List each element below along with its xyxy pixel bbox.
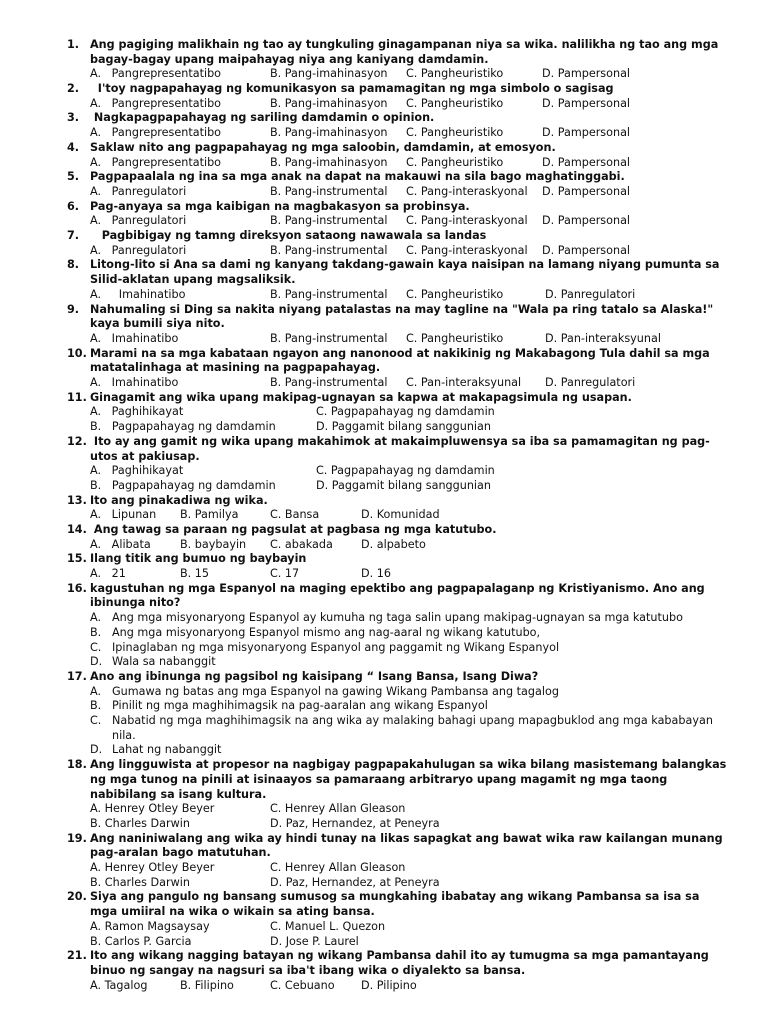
- answer-choice[interactable]: A. Pangrepresentatibo: [90, 67, 222, 81]
- question-19: [0, 832, 768, 891]
- answer-choices: [0, 214, 768, 229]
- answer-choice[interactable]: C. Pang-interaskyonal: [406, 184, 528, 198]
- question-number: 12.: [67, 434, 87, 448]
- answer-choice[interactable]: D. alpabeto: [361, 537, 426, 551]
- answer-choice[interactable]: [0, 714, 768, 743]
- question-prompt: Ang lingguwista at propesor na nagbigay pagpapakahulugan sa wika bilang masistemang balangkas ng mga tunog na pinili at isinaayos sa pamaraang arbitraryo upang magamit ng mga taong nabibilang sa isang kultura.: [90, 758, 731, 801]
- answer-choice[interactable]: B. Pagpapahayag ng damdamin: [90, 478, 276, 492]
- answer-choices: [0, 479, 768, 494]
- answer-choice[interactable]: A. Paghihikayat: [90, 405, 184, 419]
- question-prompt: Ano ang ibinunga ng pagsibol ng kaisipang “ Isang Bansa, Isang Diwa?: [90, 669, 539, 683]
- answer-choices: [0, 156, 768, 171]
- answer-choice[interactable]: D. Pampersonal: [542, 67, 631, 81]
- answer-choice[interactable]: A. Panregulatori: [90, 184, 187, 198]
- choice-letter: B.: [90, 699, 102, 713]
- answer-choice[interactable]: C. Pan-interaksyunal: [406, 376, 522, 390]
- answer-choice[interactable]: D. Pampersonal: [542, 155, 631, 169]
- answer-choice[interactable]: A. Tagalog: [90, 978, 148, 992]
- answer-choice[interactable]: A. Imahinatibo: [90, 287, 186, 301]
- question-15: [0, 552, 768, 581]
- answer-choice[interactable]: A. Pangrepresentatibo: [90, 126, 222, 140]
- question-text: [0, 229, 768, 244]
- answer-choice[interactable]: D. Jose P. Laurel: [270, 934, 359, 948]
- answer-choice[interactable]: C. Pangheuristiko: [406, 96, 504, 110]
- question-text: [0, 258, 768, 287]
- answer-choice[interactable]: C. Pang-interaskyonal: [406, 243, 528, 257]
- answer-choice[interactable]: B. baybayin: [180, 537, 247, 551]
- answer-choice[interactable]: B. Pang-imahinasyon: [270, 67, 388, 81]
- answer-choice[interactable]: B. Pamilya: [180, 508, 239, 522]
- question-prompt: Litong-lito si Ana sa dami ng kanyang takdang-gawain kaya naisipan na lamang niyang pumunta sa Silid-aklatan upang magsaliksik.: [90, 258, 724, 287]
- answer-choice[interactable]: B. Carlos P. Garcia: [90, 934, 192, 948]
- answer-choices: [0, 126, 768, 141]
- question-17: [0, 670, 768, 758]
- choice-text: Ipinaglaban ng mga misyonaryong Espanyol ang paggamit ng Wikang Espanyol: [112, 640, 560, 654]
- question-prompt: Ito ang pinakadiwa ng wika.: [90, 493, 268, 507]
- answer-choice[interactable]: C. 17: [270, 567, 300, 581]
- answer-choice[interactable]: B. Charles Darwin: [90, 875, 190, 889]
- answer-choice[interactable]: C. Pagpapahayag ng damdamin: [316, 405, 495, 419]
- answer-choice[interactable]: A. Imahinatibo: [90, 376, 179, 390]
- question-5: [0, 170, 768, 199]
- answer-choice[interactable]: A. Alibata: [90, 537, 151, 551]
- question-text: [0, 82, 768, 97]
- question-13: [0, 494, 768, 523]
- question-prompt: Nahumaling si Ding sa nakita niyang patalastas na may tagline na "Wala pa ring tatalo sa Alaska!" kaya bumili siya nito.: [90, 302, 718, 331]
- question-text: [0, 200, 768, 215]
- question-number: 20.: [67, 890, 87, 904]
- question-prompt: Ilang titik ang bumuo ng baybayin: [90, 552, 307, 566]
- answer-choice[interactable]: A. Pangrepresentatibo: [90, 155, 222, 169]
- question-10: [0, 347, 768, 391]
- question-20: [0, 890, 768, 949]
- choice-text: Ang mga misyonaryong Espanyol ay kumuha ng taga salin upang makipag-ugnayan sa mga katutubo: [112, 611, 683, 625]
- answer-choices: [0, 288, 768, 303]
- question-number: 4.: [67, 140, 80, 154]
- answer-choice[interactable]: D. Paz, Hernandez, at Peneyra: [270, 875, 440, 889]
- question-number: 11.: [67, 390, 87, 404]
- question-7: [0, 229, 768, 258]
- choice-letter: C.: [90, 714, 102, 728]
- answer-choice[interactable]: B. Pang-instrumental: [270, 287, 388, 301]
- question-text: [0, 391, 768, 406]
- answer-choice[interactable]: A. Panregulatori: [90, 243, 187, 257]
- choice-letter: A.: [90, 611, 102, 625]
- answer-choice[interactable]: B. Pang-imahinasyon: [270, 155, 388, 169]
- answer-choices: [0, 97, 768, 112]
- question-number: 1.: [67, 38, 80, 51]
- answer-choices: [0, 979, 768, 994]
- question-number: 3.: [67, 111, 80, 125]
- answer-choice[interactable]: D. Pampersonal: [542, 184, 631, 198]
- answer-choice[interactable]: B. Pang-instrumental: [270, 376, 388, 390]
- question-text: [0, 141, 768, 156]
- answer-choices: [0, 508, 768, 523]
- question-text: [0, 523, 768, 538]
- answer-choice[interactable]: A. 21: [90, 567, 126, 581]
- answer-choice[interactable]: D. Pilipino: [361, 978, 417, 992]
- answer-choice[interactable]: B. Pang-instrumental: [270, 331, 388, 345]
- question-number: 19.: [67, 831, 87, 845]
- answer-choice[interactable]: C. Pangheuristiko: [406, 126, 504, 140]
- answer-choice[interactable]: B. Pang-instrumental: [270, 214, 388, 228]
- question-11: [0, 391, 768, 435]
- answer-choices: [0, 376, 768, 391]
- question-prompt: Siya ang pangulo ng bansang sumusog sa mungkahing ibabatay ang wikang Pambansa sa isa sa mga umiiral na wika o wikain sa ating bansa.: [90, 890, 704, 919]
- question-number: 2.: [67, 82, 80, 96]
- answer-choice[interactable]: C. Pang-interaskyonal: [406, 214, 528, 228]
- answer-choice[interactable]: B. Pang-instrumental: [270, 184, 388, 198]
- choice-text: Gumawa ng batas ang mga Espanyol na gawing Wikang Pambansa ang tagalog: [112, 684, 559, 698]
- choice-letter: B.: [90, 625, 102, 639]
- question-21: [0, 949, 768, 993]
- answer-choices: [0, 464, 768, 479]
- question-text: [0, 582, 768, 611]
- question-4: [0, 141, 768, 170]
- choice-text: Wala sa nabanggit: [112, 655, 216, 669]
- answer-choice[interactable]: B. Charles Darwin: [90, 816, 190, 830]
- answer-choices: [0, 817, 768, 832]
- answer-choices: [0, 538, 768, 553]
- question-prompt: Marami na sa mga kabataan ngayon ang nanonood at nakikinig ng Makabagong Tula dahil sa mga matatalinhaga at masining na pagpapahayag.: [90, 346, 714, 375]
- answer-choices: [0, 876, 768, 891]
- choice-text: Pinilit ng mga maghihimagsik na pag-aaralan ang wikang Espanyol: [112, 699, 488, 713]
- choice-text: Nabatid ng mga maghihimagsik na ang wika ay malaking bahagi upang mapagbuklod ang mga kababayan nila.: [112, 714, 713, 742]
- answer-choice[interactable]: D. Komunidad: [361, 508, 440, 522]
- question-text: [0, 303, 768, 332]
- question-2: [0, 82, 768, 111]
- question-text: [0, 670, 768, 685]
- question-6: [0, 200, 768, 229]
- question-text: [0, 494, 768, 509]
- answer-choice[interactable]: A. Panregulatori: [90, 214, 187, 228]
- answer-choices: [0, 332, 768, 347]
- answer-choices: [0, 420, 768, 435]
- answer-choice[interactable]: C. abakada: [270, 537, 333, 551]
- choice-text: Lahat ng nabanggit: [112, 743, 222, 757]
- answer-choice[interactable]: A. Henrey Otley Beyer: [90, 861, 215, 875]
- question-prompt: Nagkapagpapahayag ng sariling damdamin o opinion.: [90, 111, 435, 125]
- question-text: [0, 38, 768, 67]
- answer-choice[interactable]: [0, 611, 768, 626]
- question-text: [0, 170, 768, 185]
- answer-choices: [0, 861, 768, 876]
- choice-letter: D.: [90, 743, 103, 757]
- answer-choices: [0, 405, 768, 420]
- answer-choice[interactable]: C. Pangheuristiko: [406, 155, 504, 169]
- answer-choice[interactable]: C. Henrey Allan Gleason: [270, 802, 406, 816]
- question-prompt: Ang tawag sa paraan ng pagsulat at pagbasa ng mga katutubo.: [90, 522, 497, 536]
- answer-choice[interactable]: D. Paggamit bilang sanggunian: [316, 420, 491, 434]
- question-number: 7.: [67, 229, 80, 243]
- question-prompt: Saklaw nito ang pagpapahayag ng mga saloobin, damdamin, at emosyon.: [90, 140, 556, 154]
- answer-choice[interactable]: A. Henrey Otley Beyer: [90, 802, 215, 816]
- answer-choice[interactable]: B. Pagpapahayag ng damdamin: [90, 420, 276, 434]
- question-prompt: Ang pagiging malikhain ng tao ay tungkuling ginagampanan niya sa wika. nalilikha ng tao ang mga bagay-bagay upang maipahayag niya ang kaniyang damdamin.: [90, 38, 723, 66]
- question-text: [0, 890, 768, 919]
- answer-choice[interactable]: [0, 743, 768, 758]
- question-number: 21.: [67, 949, 87, 963]
- answer-choice[interactable]: D. Pampersonal: [542, 214, 631, 228]
- question-3: [0, 111, 768, 140]
- question-number: 18.: [67, 758, 87, 772]
- answer-choice[interactable]: C. Pangheuristiko: [406, 67, 504, 81]
- answer-choices: [0, 244, 768, 259]
- answer-choice[interactable]: B. Filipino: [180, 978, 234, 992]
- question-16: [0, 582, 768, 670]
- answer-choice[interactable]: A. Ramon Magsaysay: [90, 919, 210, 933]
- question-prompt: Pagpapaalala ng ina sa mga anak na dapat na makauwi na sila bago maghatinggabi.: [90, 170, 625, 184]
- answer-choice[interactable]: [0, 655, 768, 670]
- answer-choice[interactable]: C. Pangheuristiko: [406, 287, 504, 301]
- answer-choice[interactable]: A. Lipunan: [90, 508, 157, 522]
- answer-choice[interactable]: D. Pampersonal: [542, 126, 631, 140]
- answer-choice[interactable]: B. Pang-instrumental: [270, 243, 388, 257]
- answer-choice[interactable]: C. Henrey Allan Gleason: [270, 861, 406, 875]
- answer-choice[interactable]: D. Paggamit bilang sanggunian: [316, 478, 491, 492]
- answer-choice[interactable]: C. Pangheuristiko: [406, 331, 504, 345]
- answer-choice[interactable]: D. Pampersonal: [542, 243, 631, 257]
- question-number: 15.: [67, 552, 87, 566]
- question-number: 10.: [67, 346, 87, 360]
- answer-choices: [0, 935, 768, 950]
- question-text: [0, 832, 768, 861]
- choice-letter: A.: [90, 684, 102, 698]
- answer-choice[interactable]: C. Manuel L. Quezon: [270, 919, 386, 933]
- question-number: 8.: [67, 258, 80, 272]
- question-number: 16.: [67, 581, 87, 595]
- answer-choice[interactable]: [0, 699, 768, 714]
- question-1: [0, 38, 768, 82]
- answer-choices: [0, 185, 768, 200]
- answer-choices: [0, 802, 768, 817]
- answer-choice[interactable]: D. Panregulatori: [545, 376, 636, 390]
- answer-choice[interactable]: C. Cebuano: [270, 978, 335, 992]
- answer-choice[interactable]: B. 15: [180, 567, 210, 581]
- question-number: 17.: [67, 669, 87, 683]
- answer-choices: [0, 67, 768, 82]
- question-text: [0, 758, 768, 802]
- question-text: [0, 347, 768, 376]
- question-number: 13.: [67, 493, 87, 507]
- question-text: [0, 111, 768, 126]
- answer-choices: [0, 567, 768, 582]
- answer-choice[interactable]: C. Pagpapahayag ng damdamin: [316, 464, 495, 478]
- question-number: 9.: [67, 302, 80, 316]
- answer-choice[interactable]: [0, 626, 768, 641]
- answer-choice[interactable]: D. Pan-interaksyunal: [545, 331, 661, 345]
- question-number: 6.: [67, 199, 80, 213]
- answer-choice[interactable]: A. Paghihikayat: [90, 464, 184, 478]
- question-prompt: Ang naniniwalang ang wika ay hindi tunay na likas sapagkat ang bawat wika raw kailangan munang pag-aralan bago matutuhan.: [90, 831, 727, 860]
- question-14: [0, 523, 768, 552]
- answer-choice[interactable]: D. Pampersonal: [542, 96, 631, 110]
- question-prompt: I'toy nagpapahayag ng komunikasyon sa pamamagitan ng mga simbolo o sagisag: [90, 82, 614, 96]
- question-18: [0, 758, 768, 831]
- choice-text: Ang mga misyonaryong Espanyol mismo ang nag-aaral ng wikang katutubo,: [112, 625, 541, 639]
- question-prompt: Pag-anyaya sa mga kaibigan na magbakasyon sa probinsya.: [90, 199, 470, 213]
- quiz-page: [0, 38, 768, 993]
- question-prompt: kagustuhan ng mga Espanyol na maging epektibo ang pagpapalaganp ng Kristiyanismo. Ano ang ibinunga nito?: [90, 581, 709, 610]
- question-9: [0, 303, 768, 347]
- question-prompt: Ito ang wikang nagging batayan ng wikang Pambansa dahil ito ay tumugma sa mga pamantayang binuo ng sangay na nagsuri sa iba't ibang wika o diyalekto sa bansa.: [90, 949, 713, 977]
- answer-choice[interactable]: [0, 685, 768, 700]
- question-8: [0, 258, 768, 302]
- question-number: 14.: [67, 522, 87, 536]
- question-text: [0, 435, 768, 464]
- choice-letter: D.: [90, 655, 103, 669]
- answer-choice[interactable]: [0, 641, 768, 656]
- question-prompt: Pagbibigay ng tamng direksyon sataong nawawala sa landas: [90, 229, 487, 243]
- answer-choice[interactable]: D. 16: [361, 567, 391, 581]
- answer-choice[interactable]: B. Pang-imahinasyon: [270, 126, 388, 140]
- answer-choice[interactable]: A. Imahinatibo: [90, 331, 179, 345]
- choice-letter: C.: [90, 640, 102, 654]
- question-12: [0, 435, 768, 494]
- question-number: 5.: [67, 170, 80, 184]
- answer-choice[interactable]: A. Pangrepresentatibo: [90, 96, 222, 110]
- answer-choice[interactable]: D. Paz, Hernandez, at Peneyra: [270, 816, 440, 830]
- question-prompt: Ginagamit ang wika upang makipag-ugnayan sa kapwa at makapagsimula ng usapan.: [90, 390, 632, 404]
- answer-choices: [0, 920, 768, 935]
- question-text: [0, 949, 768, 978]
- answer-choice[interactable]: C. Bansa: [270, 508, 320, 522]
- question-text: [0, 552, 768, 567]
- answer-choice[interactable]: D. Panregulatori: [545, 287, 636, 301]
- answer-choice[interactable]: B. Pang-imahinasyon: [270, 96, 388, 110]
- question-prompt: Ito ay ang gamit ng wika upang makahimok at makaimpluwensya sa iba sa pamamagitan ng pag-utos at pakiusap.: [90, 434, 710, 463]
